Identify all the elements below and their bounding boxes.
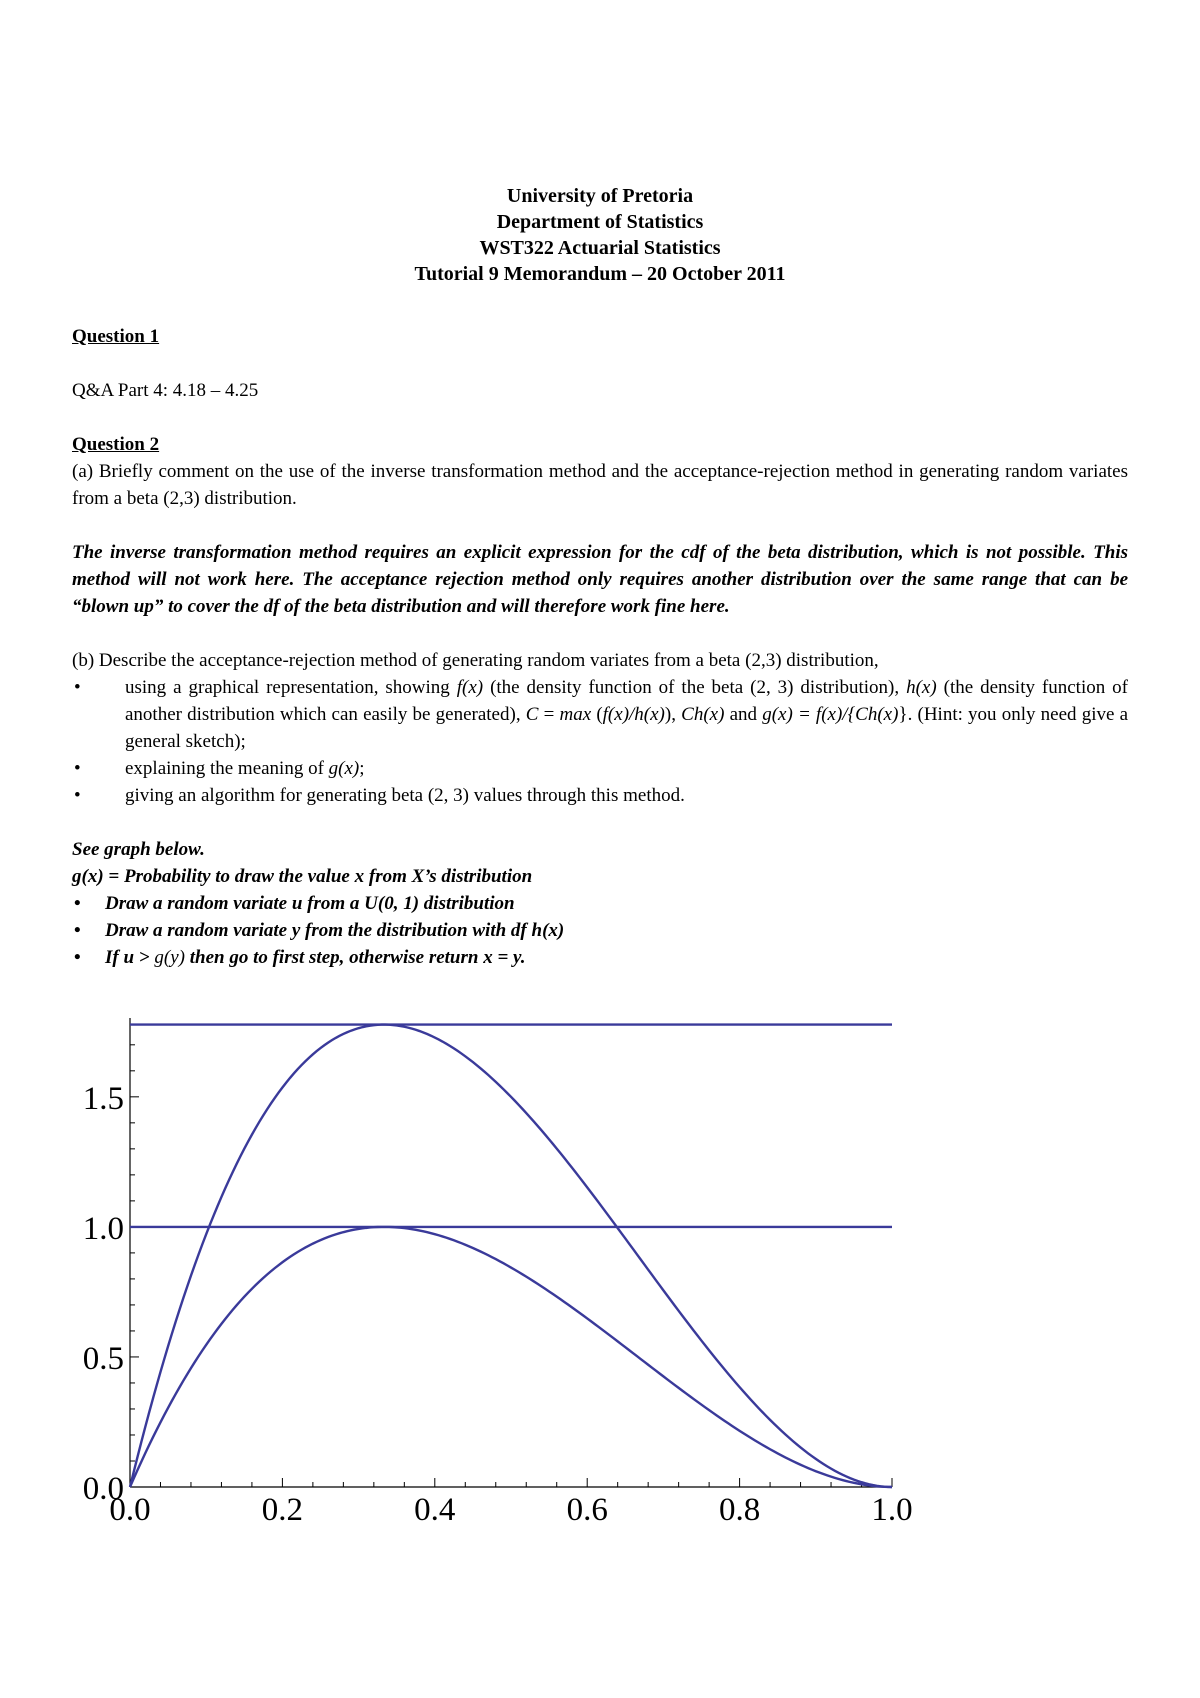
math-c: C xyxy=(525,704,539,725)
x-tick-label: 0.8 xyxy=(718,1492,761,1528)
header-department: Department of Statistics xyxy=(496,211,704,233)
question-2b-intro: (b) Describe the acceptance-rejection method of generating random variates from a beta (2,3) distribution, xyxy=(72,650,879,671)
bullet-text: explaining the meaning of xyxy=(125,758,329,779)
y-tick-label: 1.5 xyxy=(82,1080,124,1117)
series-line-3 xyxy=(130,1025,892,1487)
bullet-symbol: • xyxy=(74,947,81,968)
answer-see-graph: See graph below. xyxy=(72,839,205,860)
x-tick-label: 1.0 xyxy=(871,1492,913,1528)
y-tick-label: 0.5 xyxy=(82,1340,124,1377)
math-ratio: f(x)/h(x) xyxy=(602,704,665,725)
bullet-text: = xyxy=(538,704,560,725)
math-hx: h(x) xyxy=(906,677,937,698)
answer-step-text: Draw a random variate y from the distribution with df h(x) xyxy=(105,920,565,941)
y-tick-label: 0.0 xyxy=(82,1471,124,1507)
answer-gx-meaning: g(x) = Probability to draw the value x from X’s distribution xyxy=(72,866,533,887)
x-tick-label: 0.4 xyxy=(414,1492,456,1528)
answer-step-text: If u > xyxy=(105,947,155,968)
question-1-heading: Question 1 xyxy=(72,326,160,347)
bullet-text: (the density function of the beta (2, 3) distribution), xyxy=(483,677,907,698)
bullet-symbol: • xyxy=(74,758,81,779)
question-2-heading: Question 2 xyxy=(72,434,160,455)
bullet-text: ; xyxy=(359,758,365,779)
bullet-text: and xyxy=(724,704,763,725)
question-2a-text: (a) Briefly comment on the use of the inverse transformation method and the acceptance-rejection method in generating random variates from a beta (2,3) distribution. xyxy=(72,461,1128,509)
math-gx: g(x) xyxy=(328,758,360,779)
bullet-text: }. (Hint: you only need give a general sketch); xyxy=(125,704,1129,752)
math-gx-def: g(x) = f(x)/{Ch(x) xyxy=(762,704,899,725)
header-tutorial: Tutorial 9 Memorandum – 20 October 2011 xyxy=(414,263,786,285)
bullet-symbol: • xyxy=(74,920,81,941)
bullet-text: (the density function of another distribution which can easily be generated), xyxy=(125,677,1129,725)
question-2a-answer: The inverse transformation method requires an explicit expression for the cdf of the beta distribution, which is not possible. This method will not work here. The acceptance rejection method only requires another distribution over the same range that can be “blown up” to cover the df of the beta distribution and will therefore work fine here. xyxy=(72,542,1128,617)
answer-step-text: then go to first step, otherwise return x = y. xyxy=(184,947,526,968)
x-tick-label: 0.0 xyxy=(109,1492,151,1528)
math-chx: Ch(x) xyxy=(681,704,725,725)
x-tick-label: 0.2 xyxy=(261,1492,304,1528)
bullet-text: using a graphical representation, showing xyxy=(125,677,457,698)
math-max: max xyxy=(559,704,592,725)
math-gy: g(y) xyxy=(154,947,185,968)
x-tick-label: 0.6 xyxy=(566,1492,608,1528)
answer-step-text: Draw a random variate u from a U(0, 1) distribution xyxy=(105,893,515,914)
header-course: WST322 Actuarial Statistics xyxy=(479,237,721,259)
bullet-text: ), xyxy=(664,704,682,725)
bullet-text: ( xyxy=(591,704,603,725)
question-1-body: Q&A Part 4: 4.18 – 4.25 xyxy=(72,380,259,401)
bullet-symbol: • xyxy=(74,785,81,806)
header-university: University of Pretoria xyxy=(506,185,694,207)
math-fx: f(x) xyxy=(456,677,484,698)
bullet-symbol: • xyxy=(74,677,81,698)
series-line-4 xyxy=(130,1227,892,1487)
y-tick-label: 1.0 xyxy=(82,1210,124,1247)
bullet-symbol: • xyxy=(74,893,81,914)
bullet-text: giving an algorithm for generating beta (2, 3) values through this method. xyxy=(125,785,685,806)
